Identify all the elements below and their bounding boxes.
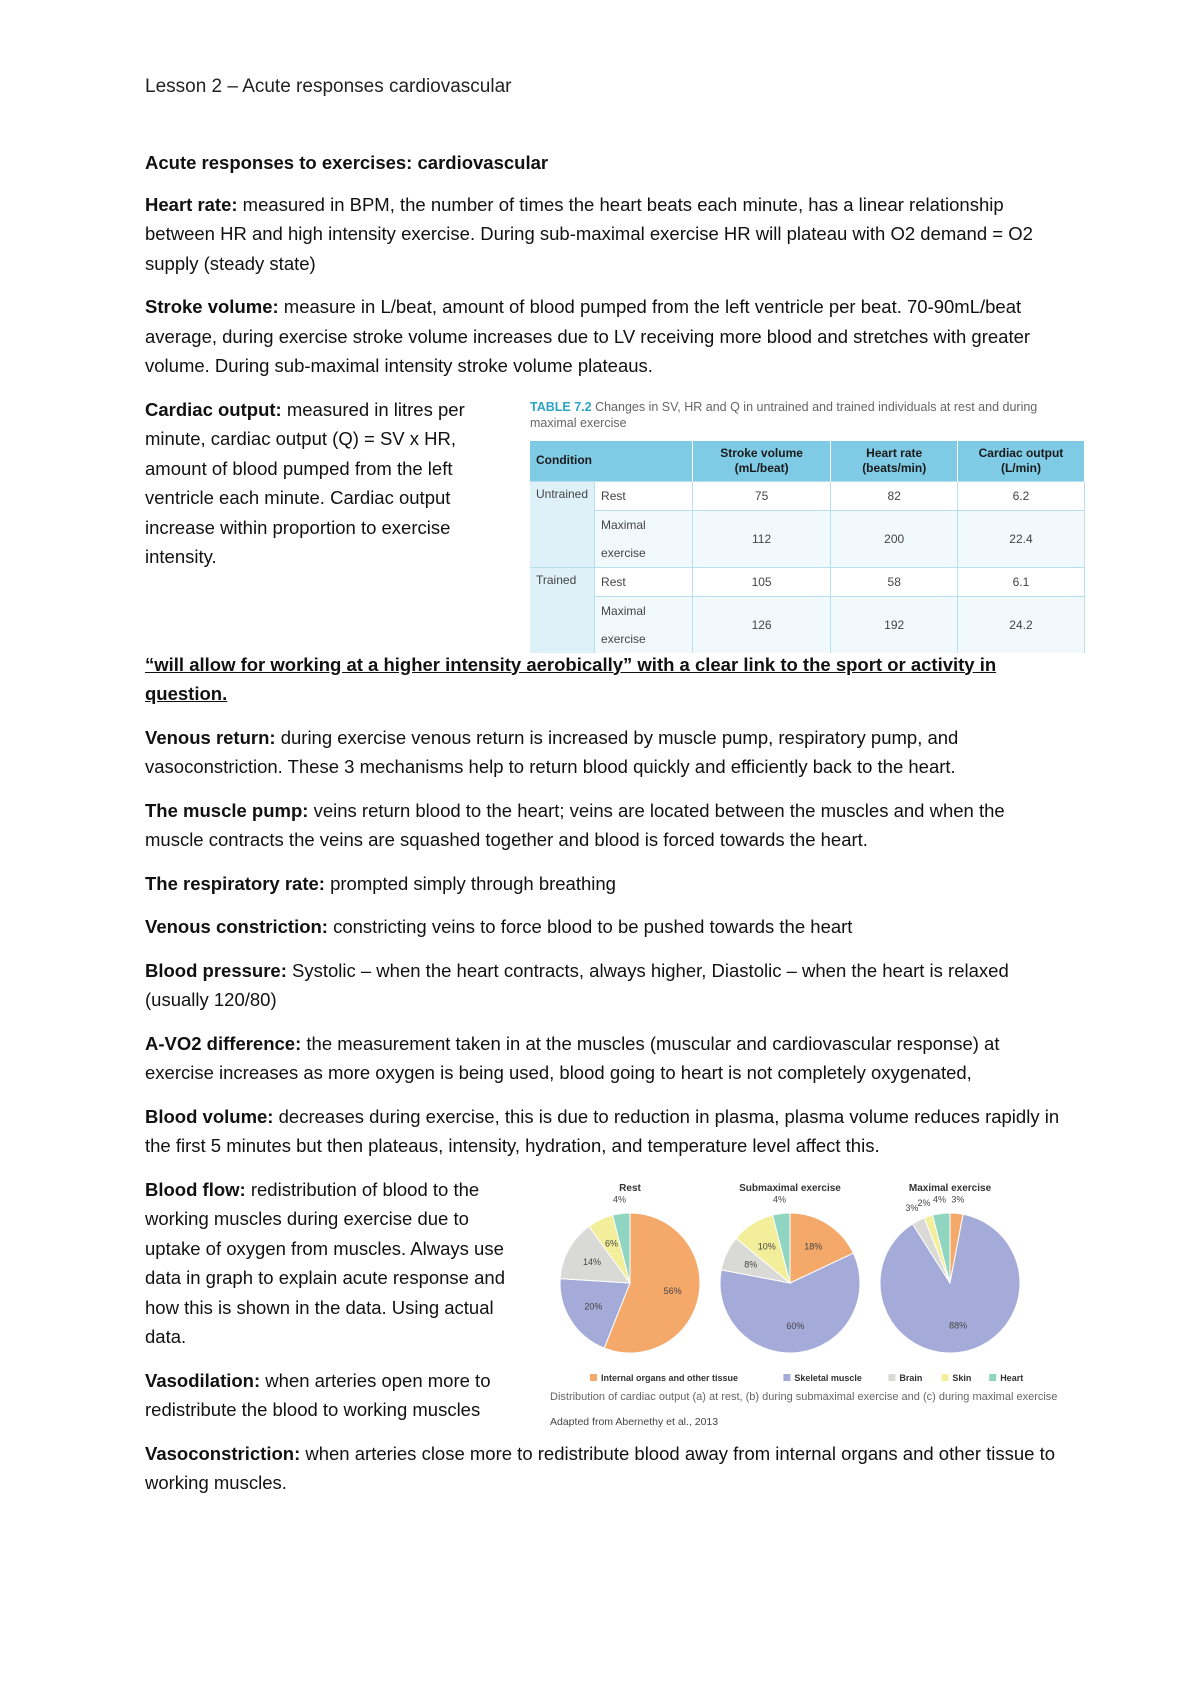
term-respiratory-rate: The respiratory rate: bbox=[145, 872, 325, 894]
table-column bbox=[510, 395, 1085, 653]
term-blood-volume: Blood volume: bbox=[145, 1105, 274, 1127]
table-label: TABLE 7.2 bbox=[530, 399, 592, 414]
table-cell-q: 22.4 bbox=[957, 510, 1084, 567]
text-blood-pressure: Systolic – when the heart contracts, always higher, Diastolic – when the heart is relaxed (usually 120/80) bbox=[145, 959, 1009, 1010]
table-cell-hr: 200 bbox=[831, 510, 957, 567]
text-venous-return: during exercise venous return is increased by muscle pump, respiratory pump, and vasoconstriction. These 3 mechanisms help to return blood quickly and efficiently back to the heart. bbox=[145, 726, 959, 777]
table-cell-level: Rest bbox=[595, 481, 693, 510]
table-caption bbox=[530, 399, 1085, 431]
blood-flow-row bbox=[145, 1175, 1065, 1439]
cardiac-output-column bbox=[145, 395, 510, 586]
para-heart-rate bbox=[145, 190, 1065, 279]
table-cell-hr: 58 bbox=[831, 567, 957, 596]
table-cell-q: 6.1 bbox=[957, 567, 1084, 596]
term-stroke-volume: Stroke volume: bbox=[145, 296, 279, 317]
cardiac-table-figure bbox=[530, 399, 1085, 653]
pie-label: 3% bbox=[905, 1202, 919, 1213]
text-venous-constriction: constricting veins to force blood to be pushed towards the heart bbox=[327, 916, 853, 937]
pie-label: 6% bbox=[605, 1238, 619, 1249]
para-vasoconstriction bbox=[145, 1439, 1065, 1498]
term-avo2: A-VO2 difference: bbox=[145, 1032, 302, 1054]
legend-label-skeletal-muscle: Skeletal muscle bbox=[794, 1372, 862, 1383]
page-header: Lesson 2 – Acute responses cardiovascular bbox=[145, 76, 512, 97]
table-caption-text: Changes in SV, HR and Q in untrained and trained individuals at rest and during maximal exercise bbox=[530, 399, 1038, 430]
table-header-row bbox=[530, 441, 1085, 482]
term-blood-flow: Blood flow: bbox=[145, 1178, 246, 1200]
term-vasodilation: Vasodilation: bbox=[145, 1369, 261, 1391]
pie-label: 14% bbox=[582, 1256, 601, 1267]
pie-label: 4% bbox=[612, 1194, 626, 1205]
text-heart-rate: measured in BPM, the number of times the heart beats each minute, has a linear relationship between HR and high intensity exercise. During sub-maximal exercise HR will plateau with O2 demand = O2 supply (steady state) bbox=[145, 193, 1033, 274]
text-blood-volume: decreases during exercise, this is due to reduction in plasma, plasma volume reduces rapidly in the first 5 minutes but then plateaus, intensity, hydration, and temperature level affect this. bbox=[145, 1105, 1060, 1156]
term-cardiac-output: Cardiac output: bbox=[145, 398, 282, 420]
pie-title-submaximal-exercise: Submaximal exercise bbox=[739, 1182, 841, 1194]
table-cell-sv: 105 bbox=[692, 567, 831, 596]
pie-column bbox=[510, 1175, 1070, 1438]
para-venous-return bbox=[145, 723, 1065, 782]
table-header-sv: Stroke volume (mL/beat) bbox=[692, 441, 831, 482]
term-venous-return: Venous return: bbox=[145, 726, 276, 748]
text-blood-flow: redistribution of blood to the working muscles during exercise due to uptake of oxygen from muscles. Always use data in graph to explain acute response and how this is shown in the data. Using actual data. bbox=[145, 1178, 505, 1347]
para-blood-volume bbox=[145, 1102, 1065, 1161]
table-cell-sv: 75 bbox=[692, 481, 831, 510]
legend-swatch-brain bbox=[888, 1374, 895, 1381]
para-respiratory-rate bbox=[145, 869, 1065, 899]
para-cardiac-output bbox=[145, 395, 510, 572]
text-cardiac-output: measured in litres per minute, cardiac output (Q) = SV x HR, amount of blood pumped from the left ventricle each minute. Cardiac output increase within proportion to exercise intensity. bbox=[145, 398, 465, 567]
blood-flow-column bbox=[145, 1175, 510, 1439]
text-respiratory-rate: prompted simply through breathing bbox=[324, 872, 616, 894]
table-header-condition: Condition bbox=[530, 441, 692, 482]
pie-label: 10% bbox=[757, 1240, 776, 1251]
para-blood-flow bbox=[145, 1175, 510, 1352]
pie-label: 18% bbox=[804, 1240, 823, 1251]
text-vasodilation: when arteries open more to redistribute the blood to working muscles bbox=[145, 1369, 491, 1420]
pie-charts bbox=[550, 1175, 1070, 1390]
document-title: Acute responses to exercises: cardiovascular bbox=[145, 152, 549, 173]
figure-source: Adapted from Abernethy et al., 2013 bbox=[550, 1415, 719, 1428]
pie-label: 2% bbox=[917, 1197, 931, 1208]
pie-label: 20% bbox=[584, 1300, 603, 1311]
pie-label: 60% bbox=[786, 1320, 805, 1331]
table-cell-hr: 192 bbox=[831, 596, 957, 653]
table-group: Untrained bbox=[530, 481, 595, 567]
legend-swatch-internal-organs-and-other-tissue bbox=[590, 1374, 597, 1381]
para-blood-pressure bbox=[145, 956, 1065, 1015]
pie-figure bbox=[550, 1175, 1070, 1438]
table-cell-level: Rest bbox=[595, 567, 693, 596]
para-vasodilation bbox=[145, 1366, 510, 1425]
table-group: Trained bbox=[530, 567, 595, 653]
pie-label: 56% bbox=[663, 1285, 682, 1296]
table-row bbox=[530, 481, 1085, 510]
pie-label: 88% bbox=[949, 1320, 968, 1331]
table-cell-sv: 126 bbox=[692, 596, 831, 653]
table-row bbox=[530, 596, 1085, 653]
table-cell-sv: 112 bbox=[692, 510, 831, 567]
legend-swatch-heart bbox=[989, 1374, 996, 1381]
document-body bbox=[145, 148, 1065, 1512]
text-avo2: the measurement taken in at the muscles (muscular and cardiovascular response) at exercise increases as more oxygen is being used, blood going to heart is not completely oxygenated, bbox=[145, 1032, 1000, 1083]
cardiac-table bbox=[530, 441, 1085, 653]
table-header-q: Cardiac output (L/min) bbox=[957, 441, 1084, 482]
table-row bbox=[530, 567, 1085, 596]
cardiac-output-row bbox=[145, 395, 1065, 653]
text-muscle-pump: veins return blood to the heart; veins are located between the muscles and when the muscle contracts the veins are squashed together and blood is forced towards the heart. bbox=[145, 799, 1005, 850]
legend-swatch-skeletal-muscle bbox=[783, 1374, 790, 1381]
legend-label-brain: Brain bbox=[899, 1372, 923, 1383]
legend-label-heart: Heart bbox=[1000, 1372, 1024, 1383]
term-heart-rate: Heart rate: bbox=[145, 193, 238, 215]
pie-label: 4% bbox=[772, 1194, 786, 1205]
legend-label-skin: Skin bbox=[952, 1372, 972, 1383]
term-blood-pressure: Blood pressure: bbox=[145, 959, 287, 981]
legend-label-internal-organs-and-other-tissue: Internal organs and other tissue bbox=[601, 1372, 739, 1383]
table-cell-q: 24.2 bbox=[957, 596, 1084, 653]
text-vasoconstriction: when arteries close more to redistribute blood away from internal organs and other tissue to working muscles. bbox=[145, 1442, 1056, 1493]
table-cell-level: Maximal exercise bbox=[595, 510, 693, 567]
legend-swatch-skin bbox=[941, 1374, 948, 1381]
pie-label: 8% bbox=[744, 1259, 758, 1270]
term-vasoconstriction: Vasoconstriction: bbox=[145, 1442, 301, 1464]
para-avo2 bbox=[145, 1029, 1065, 1088]
term-muscle-pump: The muscle pump: bbox=[145, 799, 309, 821]
text-stroke-volume: measure in L/beat, amount of blood pumped from the left ventricle per beat. 70-90mL/beat average, during exercise stroke volume increases due to LV receiving more blood and stretches with greater volume. During sub-maximal intensity stroke volume plateaus. bbox=[145, 296, 1031, 376]
pie-label: 3% bbox=[951, 1193, 965, 1204]
table-row bbox=[530, 510, 1085, 567]
pie-title-rest: Rest bbox=[619, 1182, 641, 1194]
highlight-quote: “will allow for working at a higher intensity aerobically” with a clear link to the sport or activity in question. bbox=[145, 653, 997, 704]
table-cell-level: Maximal exercise bbox=[595, 596, 693, 653]
para-muscle-pump bbox=[145, 796, 1065, 855]
pie-title-maximal-exercise: Maximal exercise bbox=[908, 1182, 992, 1194]
term-venous-constriction: Venous constriction: bbox=[145, 916, 328, 937]
figure-caption: Distribution of cardiac output (a) at rest, (b) during submaximal exercise and (c) during maximal exercise bbox=[550, 1390, 1058, 1403]
para-stroke-volume bbox=[145, 292, 1065, 381]
table-cell-q: 6.2 bbox=[957, 481, 1084, 510]
para-venous-constriction bbox=[145, 912, 1065, 942]
pie-label: 4% bbox=[932, 1194, 946, 1205]
table-cell-hr: 82 bbox=[831, 481, 957, 510]
table-header-hr: Heart rate (beats/min) bbox=[831, 441, 957, 482]
